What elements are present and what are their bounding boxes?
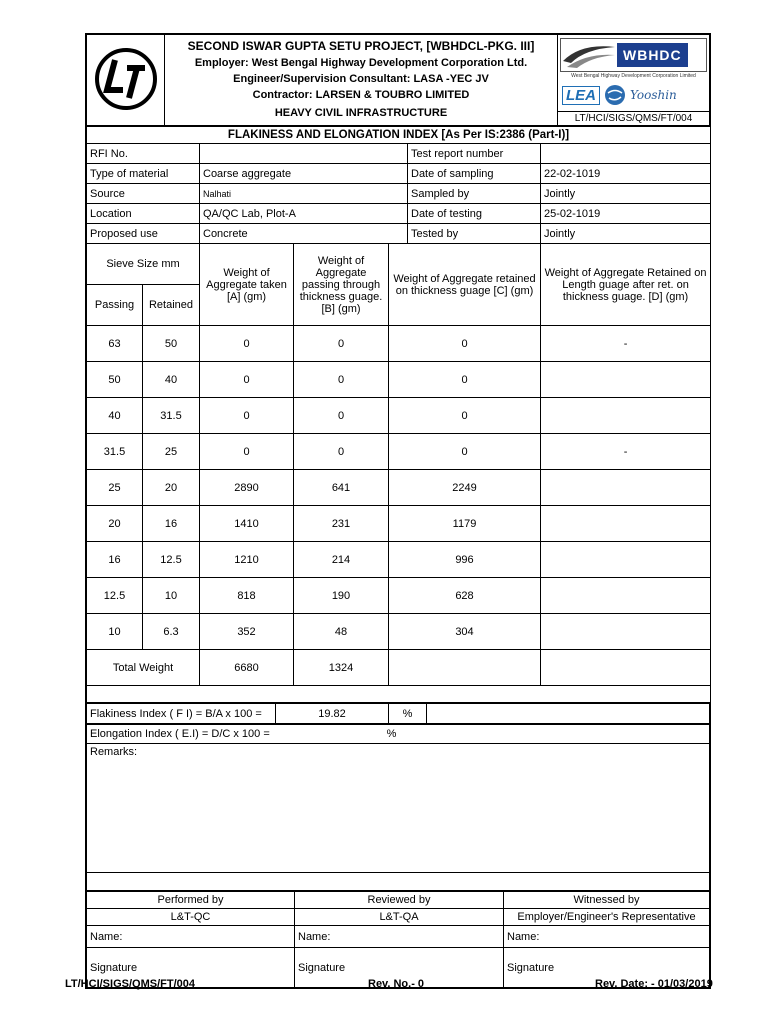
total-a: 6680 (200, 650, 294, 686)
elongation-table (86, 724, 710, 891)
cell-d (541, 362, 711, 398)
wbhdc-logo (560, 38, 707, 72)
info-label: Date of testing (408, 204, 541, 224)
cell-retained: 16 (143, 506, 200, 542)
info-row (87, 204, 711, 224)
table-row (87, 470, 711, 506)
cell-a: 0 (200, 398, 294, 434)
cell-c: 0 (389, 362, 541, 398)
signature-label: Signature (87, 948, 295, 988)
employer-line: Employer: West Bengal Highway Development Corporation Ltd. (194, 57, 528, 69)
signature-label: Signature (295, 948, 504, 988)
cell-passing: 31.5 (87, 434, 143, 470)
test-table (86, 126, 711, 703)
index-table (86, 703, 710, 724)
cell-a: 818 (200, 578, 294, 614)
cell-d (541, 398, 711, 434)
cell-passing: 10 (87, 614, 143, 650)
table-row (87, 614, 711, 650)
info-value: Concrete (200, 224, 408, 244)
wbhdc-logo-subtitle: West Bengal Highway Development Corporation Limited (571, 73, 696, 79)
cell-passing: 16 (87, 542, 143, 578)
cell-c: 2249 (389, 470, 541, 506)
cell-retained: 50 (143, 326, 200, 362)
table-row (87, 326, 711, 362)
footer-doc-number: LT/HCI/SIGS/QMS/FT/004 (65, 978, 195, 990)
cell-retained: 25 (143, 434, 200, 470)
project-title-block (165, 35, 558, 126)
info-label: RFI No. (87, 144, 200, 164)
cell-retained: 40 (143, 362, 200, 398)
flakiness-label: Flakiness Index ( F I) = B/A x 100 = (87, 704, 276, 724)
col-header-retained: Retained (143, 285, 200, 326)
col-header-a: Weight of Aggregate taken [A] (gm) (200, 244, 294, 326)
info-value (541, 144, 711, 164)
flakiness-value: 19.82 (276, 704, 389, 724)
info-label: Test report number (408, 144, 541, 164)
cell-d (541, 506, 711, 542)
elongation-label: Elongation Index ( E.I) = D/C x 100 = (87, 725, 377, 744)
lt-logo (87, 35, 165, 126)
flakiness-blank (427, 704, 710, 724)
cell-b: 190 (294, 578, 389, 614)
elongation-blank (407, 725, 710, 744)
cell-passing: 12.5 (87, 578, 143, 614)
info-row (87, 184, 711, 204)
globe-icon (604, 84, 626, 106)
info-row (87, 164, 711, 184)
signoff-table (86, 891, 710, 988)
name-label: Name: (504, 926, 710, 948)
yooshin-logo: Yooshin (630, 88, 677, 102)
name-label: Name: (87, 926, 295, 948)
info-label: Type of material (87, 164, 200, 184)
cell-a: 1210 (200, 542, 294, 578)
info-label: Date of sampling (408, 164, 541, 184)
cell-d (541, 614, 711, 650)
cell-b: 231 (294, 506, 389, 542)
cell-a: 352 (200, 614, 294, 650)
cell-d: - (541, 434, 711, 470)
division-line: HEAVY CIVIL INFRASTRUCTURE (274, 107, 448, 119)
total-c (389, 650, 541, 686)
project-title: SECOND ISWAR GUPTA SETU PROJECT, [WBHDCL-PKG. III] (187, 39, 535, 53)
cell-a: 0 (200, 326, 294, 362)
cell-b: 0 (294, 434, 389, 470)
cell-d (541, 470, 711, 506)
info-value (200, 144, 408, 164)
test-form-sheet (85, 33, 711, 989)
total-label: Total Weight (87, 650, 200, 686)
remarks-row (87, 744, 710, 873)
cell-b: 0 (294, 362, 389, 398)
col-header-b: Weight of Aggregate passing through thickness guage. [B] (gm) (294, 244, 389, 326)
cell-d (541, 578, 711, 614)
cell-retained: 31.5 (143, 398, 200, 434)
total-b: 1324 (294, 650, 389, 686)
cell-passing: 40 (87, 398, 143, 434)
consultant-logos (562, 81, 705, 109)
spacer-row (87, 686, 711, 703)
performed-org: L&T-QC (87, 909, 295, 926)
cell-d: - (541, 326, 711, 362)
table-row (87, 542, 711, 578)
cell-c: 0 (389, 326, 541, 362)
info-label: Tested by (408, 224, 541, 244)
footer-rev-date: Rev. Date: - 01/03/2019 (595, 978, 713, 990)
engineer-line: Engineer/Supervision Consultant: LASA -YEC JV (233, 73, 489, 85)
info-value: 22-02-1019 (541, 164, 711, 184)
cell-retained: 12.5 (143, 542, 200, 578)
cell-a: 0 (200, 434, 294, 470)
remarks-label: Remarks: (87, 744, 710, 873)
cell-retained: 10 (143, 578, 200, 614)
table-row (87, 506, 711, 542)
col-header-c: Weight of Aggregate retained on thickness guage [C] (gm) (389, 244, 541, 326)
form-title: FLAKINESS AND ELONGATION INDEX [As Per IS:2386 (Part-I)] (87, 127, 711, 144)
info-row (87, 224, 711, 244)
wbhdc-logo-text: WBHDC (617, 43, 688, 67)
cell-passing: 50 (87, 362, 143, 398)
elongation-row (87, 725, 710, 744)
table-row (87, 362, 711, 398)
cell-b: 0 (294, 398, 389, 434)
col-header-sieve: Sieve Size mm (87, 244, 200, 285)
cell-b: 48 (294, 614, 389, 650)
col-header-d: Weight of Aggregate Retained on Length guage after ret. on thickness guage. [D] (gm) (541, 244, 711, 326)
form-header (86, 34, 710, 126)
table-row (87, 578, 711, 614)
cell-passing: 63 (87, 326, 143, 362)
info-label: Location (87, 204, 200, 224)
spacer-row (87, 873, 710, 891)
info-value: Jointly (541, 184, 711, 204)
cell-passing: 25 (87, 470, 143, 506)
cell-b: 0 (294, 326, 389, 362)
cell-c: 0 (389, 398, 541, 434)
total-d (541, 650, 711, 686)
cell-d (541, 542, 711, 578)
witnessed-by-label: Witnessed by (504, 892, 710, 909)
elongation-unit: % (377, 725, 407, 744)
wbhdc-swoosh-icon (561, 41, 617, 69)
total-row (87, 650, 711, 686)
performed-by-label: Performed by (87, 892, 295, 909)
lt-logo-icon (93, 46, 159, 112)
cell-a: 1410 (200, 506, 294, 542)
info-value: Nalhati (200, 184, 408, 204)
lea-logo: LEA (562, 86, 600, 105)
info-label: Sampled by (408, 184, 541, 204)
cell-c: 0 (389, 434, 541, 470)
contractor-line: Contractor: LARSEN & TOUBRO LIMITED (252, 89, 470, 101)
flakiness-unit: % (389, 704, 427, 724)
header-doc-number: LT/HCI/SIGS/QMS/FT/004 (558, 111, 709, 125)
reviewed-by-label: Reviewed by (295, 892, 504, 909)
footer-rev-no: Rev. No.- 0 (368, 978, 425, 990)
cell-a: 2890 (200, 470, 294, 506)
reviewed-org: L&T-QA (295, 909, 504, 926)
table-row (87, 434, 711, 470)
col-header-passing: Passing (87, 285, 143, 326)
cell-retained: 20 (143, 470, 200, 506)
cell-passing: 20 (87, 506, 143, 542)
info-label: Source (87, 184, 200, 204)
cell-a: 0 (200, 362, 294, 398)
name-label: Name: (295, 926, 504, 948)
client-logos (558, 35, 710, 126)
cell-c: 628 (389, 578, 541, 614)
flakiness-row (87, 704, 710, 724)
cell-c: 1179 (389, 506, 541, 542)
info-value: Coarse aggregate (200, 164, 408, 184)
cell-retained: 6.3 (143, 614, 200, 650)
table-row (87, 398, 711, 434)
cell-b: 214 (294, 542, 389, 578)
witnessed-org: Employer/Engineer's Representative (504, 909, 710, 926)
info-value: QA/QC Lab, Plot-A (200, 204, 408, 224)
cell-c: 996 (389, 542, 541, 578)
info-row (87, 144, 711, 164)
cell-c: 304 (389, 614, 541, 650)
info-value: 25-02-1019 (541, 204, 711, 224)
signature-label: Signature (504, 948, 710, 988)
info-value: Jointly (541, 224, 711, 244)
cell-b: 641 (294, 470, 389, 506)
info-label: Proposed use (87, 224, 200, 244)
